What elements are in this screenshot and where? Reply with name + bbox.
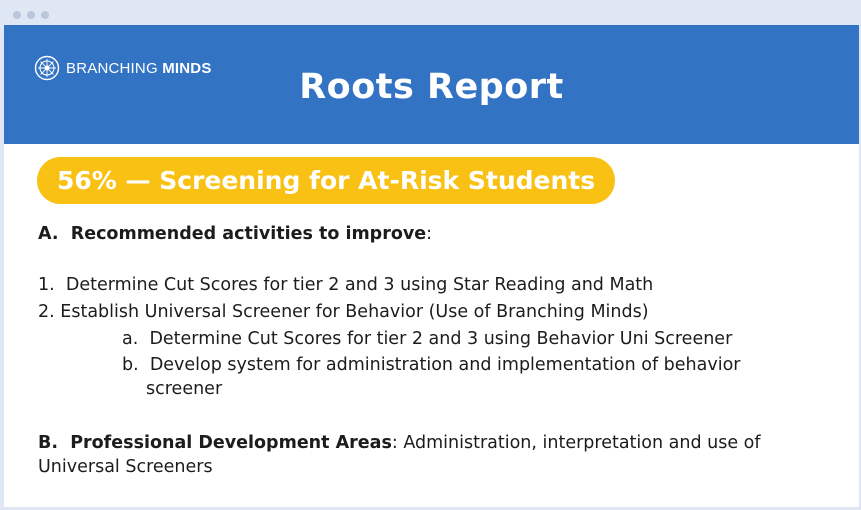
window-controls xyxy=(13,11,49,19)
list-item-marker: 1. xyxy=(38,275,55,295)
sub-list-item xyxy=(122,353,741,377)
list-item-text: Establish Universal Screener for Behavior (Use of Branching Minds) xyxy=(60,302,649,322)
list-item xyxy=(38,273,653,297)
section-a-title: Recommended activities to improve xyxy=(70,224,427,244)
section-b-text: : Administration, interpretation and use of xyxy=(391,433,761,453)
section-b-marker: B. xyxy=(38,433,58,453)
sub-list-item-marker: a. xyxy=(122,329,139,349)
report-header xyxy=(4,25,859,144)
sub-list-item-text: Determine Cut Scores for tier 2 and 3 using Behavior Uni Screener xyxy=(149,329,733,349)
sub-list-item xyxy=(122,327,732,351)
sub-list-item-text: Develop system for administration and implementation of behavior xyxy=(149,355,741,375)
section-b-text-continuation: Universal Screeners xyxy=(38,457,213,477)
sub-list-item-marker: b. xyxy=(122,355,139,375)
window-dot-icon xyxy=(13,11,21,19)
section-b-heading xyxy=(38,431,761,455)
list-item xyxy=(38,300,649,324)
window-dot-icon xyxy=(27,11,35,19)
section-a-colon: : xyxy=(426,224,433,244)
brand-name-part1: BRANCHING xyxy=(66,59,158,77)
list-item-text: Determine Cut Scores for tier 2 and 3 using Star Reading and Math xyxy=(65,275,654,295)
sub-list-item-continuation: screener xyxy=(146,379,223,399)
list-item-marker: 2. xyxy=(38,302,55,322)
section-a-marker: A. xyxy=(38,224,59,244)
score-badge: 56% — Screening for At-Risk Students xyxy=(37,157,615,204)
report-page xyxy=(4,25,859,507)
window-dot-icon xyxy=(41,11,49,19)
page-title: Roots Report xyxy=(299,67,564,107)
browser-frame xyxy=(1,1,860,508)
brand-name-part2: MINDS xyxy=(162,59,212,77)
section-a-heading xyxy=(38,222,432,246)
section-b-title: Professional Development Areas xyxy=(70,433,392,453)
